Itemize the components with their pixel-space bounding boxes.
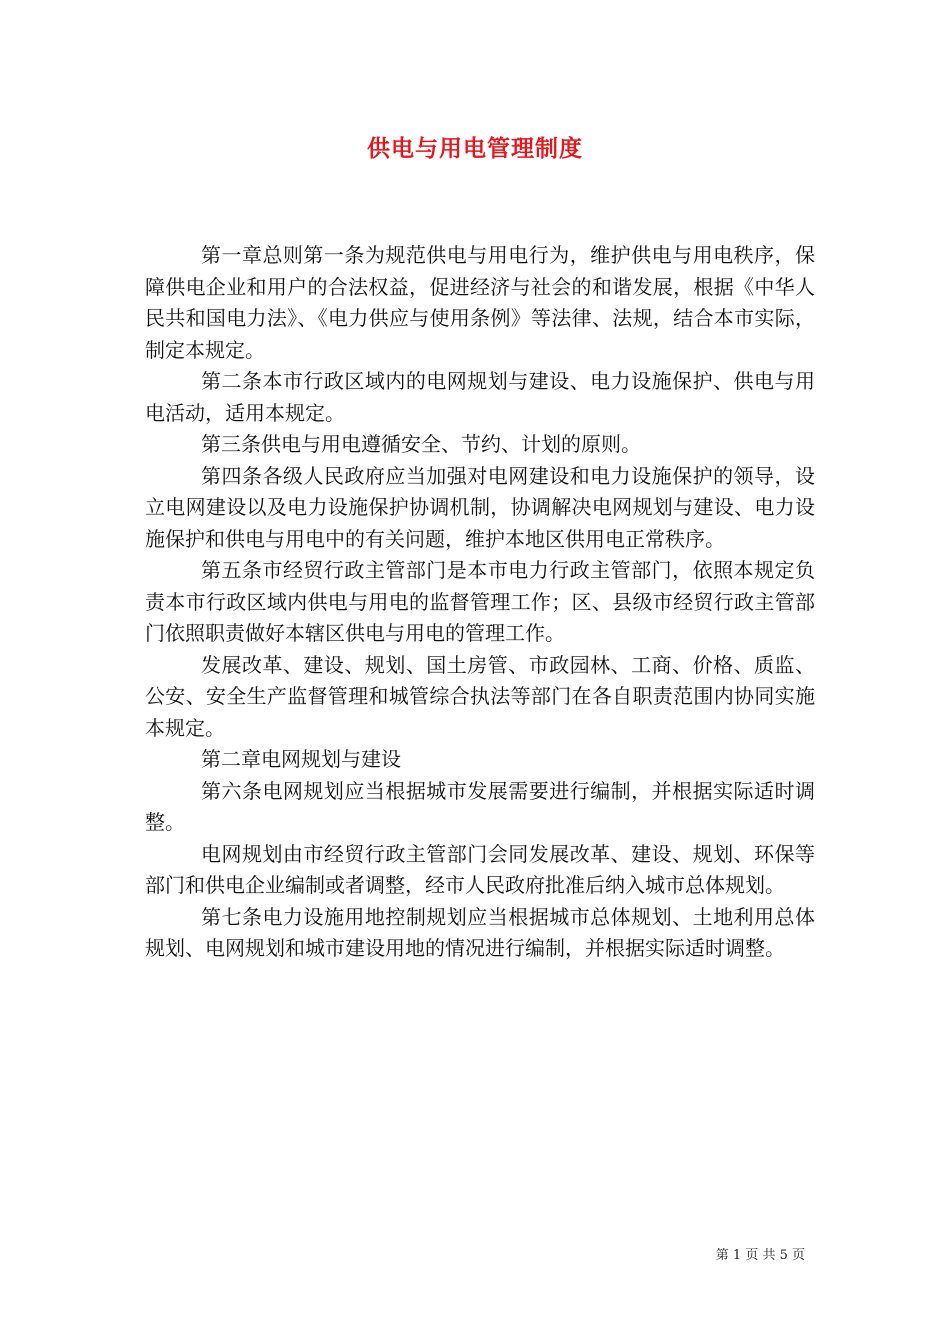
paragraph: 第六条电网规划应当根据城市发展需要进行编制，并根据实际适时调整。 [145,778,815,834]
document-title: 供电与用电管理制度 [367,135,583,162]
paragraph: 第二条本市行政区域内的电网规划与建设、电力设施保护、供电与用电活动，适用本规定。 [145,369,815,425]
paragraph: 电网规划由市经贸行政主管部门会同发展改革、建设、规划、环保等部门和供电企业编制或者调整，经市人民政府批准后纳入城市总体规划。 [145,841,815,897]
chapter-heading: 第二章电网规划与建设 [201,747,401,771]
paragraph: 第四条各级人民政府应当加强对电网建设和电力设施保护的领导，设立电网建设以及电力设施保护协调机制，协调解决电网规划与建设、电力设施保护和供电与用电中的有关问题，维护本地区供用电正常秩序。 [145,463,815,551]
page-number-footer: 第 1 页 共 5 页 [715,1248,805,1263]
paragraph: 第三条供电与用电遵循安全、节约、计划的原则。 [201,432,641,456]
paragraph: 发展改革、建设、规划、国土房管、市政园林、工商、价格、质监、公安、安全生产监督管理和城管综合执法等部门在各自职责范围内协同实施本规定。 [145,652,815,740]
paragraph: 第七条电力设施用地控制规划应当根据城市总体规划、土地利用总体规划、电网规划和城市建设用地的情况进行编制，并根据实际适时调整。 [145,904,815,960]
paragraph: 第一章总则第一条为规范供电与用电行为，维护供电与用电秩序，保障供电企业和用户的合法权益，促进经济与社会的和谐发展，根据《中华人民共和国电力法》、《电力供应与使用条例》等法律、法规，结合本市实际，制定本规定。 [145,243,815,362]
document-body [145,240,815,965]
paragraph: 第五条市经贸行政主管部门是本市电力行政主管部门，依照本规定负责本市行政区域内供电与用电的监督管理工作；区、县级市经贸行政主管部门依照职责做好本辖区供电与用电的管理工作。 [145,558,815,645]
